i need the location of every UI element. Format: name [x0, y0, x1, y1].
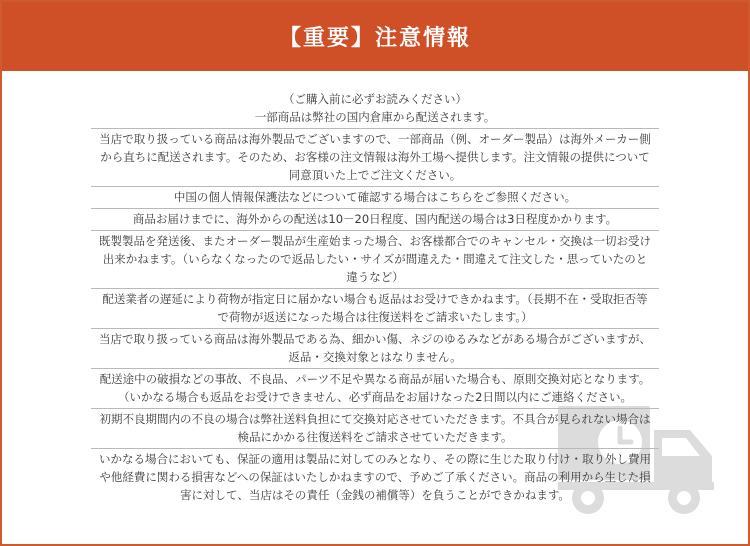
notice-line: 既製製品を発送後、またオーダー製品が生産始まった場合、お客様都合でのキャンセル・交換は一切お受け: [99, 234, 651, 248]
panel-header: [2, 2, 748, 71]
notice-item-5: [91, 231, 659, 289]
notice-line: 返品・交換対象とはなりません。: [288, 350, 462, 364]
notice-line: から直ちに配送されます。そのため、お客様の注文情報は海外工場へ提供します。注文情報の提供について: [100, 150, 650, 164]
notice-line: 配送途中の破損などの事故、不良品、パーツ不足や異なる商品が届いた場合も、原則交換対応となります。: [99, 372, 651, 386]
notice-line: いかなる場合においても、保証の適用は製品に対してのみとなり、その際に生じた取り付け・取り外し費用: [99, 452, 651, 466]
notice-line: や他経費に関わる損害などへの保証はいたしかねますので、予めご了承ください。商品の利用から生じた損: [99, 470, 651, 484]
notice-line: 中国の個人情報保護法などについて確認する場合はこちらをご参照ください。: [173, 190, 577, 204]
notice-item-9: [91, 409, 659, 449]
notice-item-4: [91, 209, 659, 231]
notice-item-2: [91, 129, 659, 187]
notice-item-1: [91, 89, 659, 129]
notice-line: （ご購入前に必ずお読みください）: [283, 92, 467, 106]
notice-line: 検品にかかる往復送料をご請求させていただきます。: [237, 430, 513, 444]
notice-line: 違うなど）: [346, 270, 404, 284]
notice-line: 配送業者の遅延により荷物が指定日に届かない場合も返品はお受けできかねます。（長期不在・受取拒否等: [102, 292, 648, 306]
notice-item-7: [91, 329, 659, 369]
notice-item-6: [91, 289, 659, 329]
notice-line: 同意頂いた上でご注文ください。: [288, 168, 462, 182]
notice-line: 出来かねます。（いらなくなったので返品したい・サイズが間違えた・間違えて注文した・思っていたのと: [102, 252, 648, 266]
notice-line: 害に対して、当店はその責任（金銭の補償等）を負うことができかねます。: [180, 488, 570, 502]
notice-line: で荷物が返送になった場合は往復送料をご請求いたします。）: [217, 310, 533, 324]
notice-line: 当店で取り扱っている商品は海外製品である為、細かい傷、ネジのゆるみなどがある場合がございますが、: [99, 332, 651, 346]
notice-item-3: [91, 187, 659, 209]
notice-item-10: [91, 449, 659, 506]
notice-line: 商品お届けまでに、海外からの配送は10－20日程度、国内配送の場合は3日程度かかります。: [132, 212, 618, 226]
notice-list: [91, 89, 659, 506]
notice-line: （いかなる場合も返品をお受けできません、必ず商品をお届けなった2日間以内にご連絡ください。: [117, 390, 632, 404]
notice-item-8: [91, 369, 659, 409]
page-title: 【重要】注意情報: [278, 26, 471, 51]
notice-line: 初期不良期間内の不良の場合は弊社送料負担にて交換対応させていただきます。不具合が見られない場合は: [99, 412, 651, 426]
notice-line: 当店で取り扱っている商品は海外製品でございますので、一部商品（例、オーダー製品）は海外メーカー側: [99, 132, 651, 146]
notice-line: 一部商品は弊社の国内倉庫から配送されます。: [254, 110, 496, 124]
